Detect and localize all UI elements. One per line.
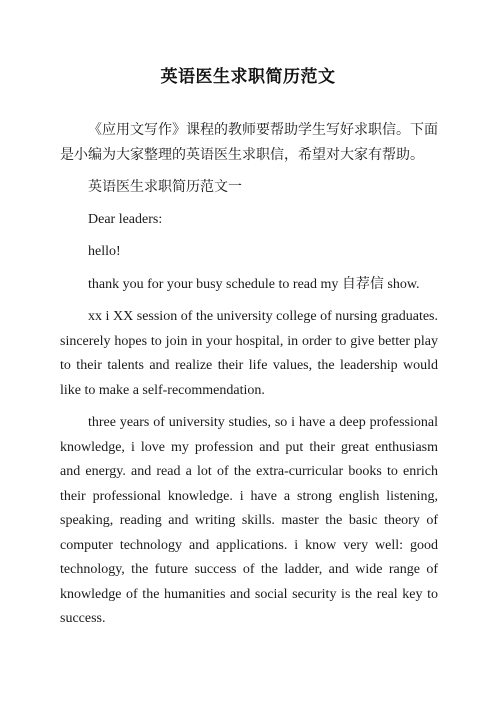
body-paragraph-2: three years of university studies, so i have a deep professional knowledge, i love my profession and put their great enthusiasm and energy. and read a lot of the extra-curricular books to enrich their professional knowledge. i have a strong english listening, speaking, reading and writing skills. master the basic theory of computer technology and applications. i know very well: good technology, the future success of the ladder, and wide range of knowledge of the humanities and social security is the real key to success. [60,415,438,626]
document-title: 英语医生求职简历范文 [160,67,336,87]
thanks-line: thank you for your busy schedule to read my 自荐信 show. [88,276,420,292]
body-paragraph-1: xx i XX session of the university college of nursing graduates. sincerely hopes to join in your hospital, in order to give better play to their talents and realize their life values, the leadership would like to make a self-recommendation. [60,309,438,398]
greeting: hello! [88,244,121,259]
section-heading: 英语医生求职简历范文一 [88,179,242,195]
intro-paragraph: 《应用文写作》课程的教师要帮助学生写好求职信。下面是小编为大家整理的英语医生求职信，希望对大家有帮助。 [60,122,438,163]
salutation: Dear leaders: [88,211,163,227]
document-body [60,118,438,640]
